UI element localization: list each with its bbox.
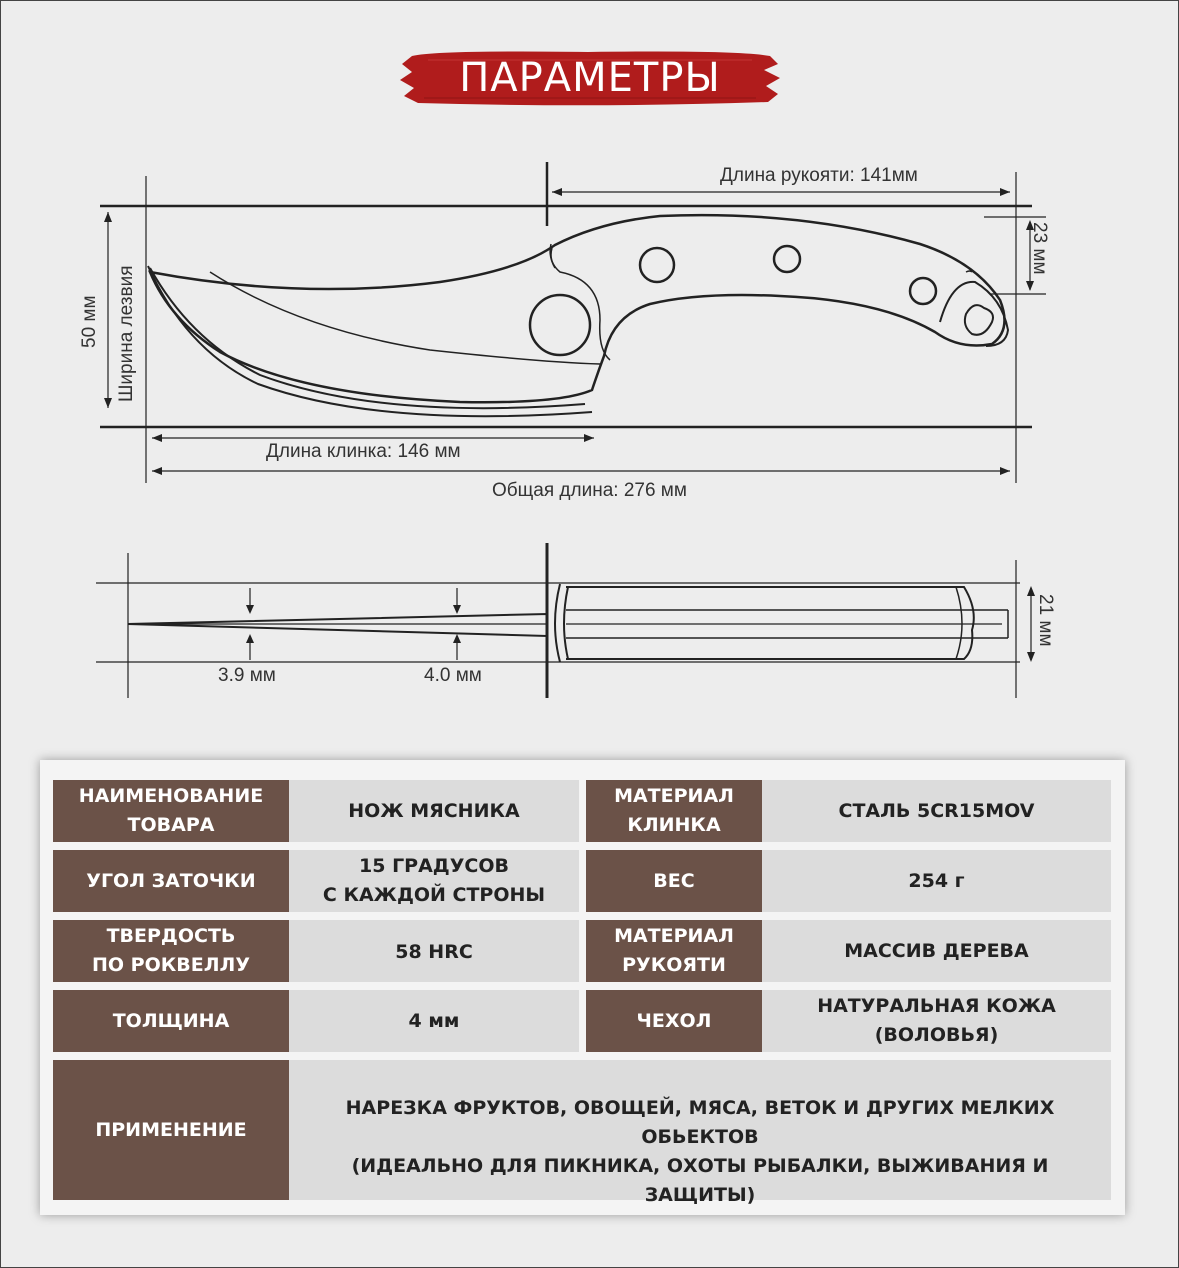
spec-key: ТВЕРДОСТЬ ПО РОКВЕЛЛУ xyxy=(53,920,289,982)
handle-width-label: 23 мм xyxy=(1029,222,1050,275)
spec-key: ЧЕХОЛ xyxy=(586,990,762,1052)
thickness-label-2: 4.0 мм xyxy=(424,665,482,686)
spec-value: МАССИВ ДЕРЕВА xyxy=(762,920,1111,982)
lanyard-hole xyxy=(965,305,993,335)
spec-key: УГОЛ ЗАТОЧКИ xyxy=(53,850,289,912)
blade-width-label: Ширина лезвия xyxy=(116,265,137,402)
application-value: НАРЕЗКА ФРУКТОВ, ОВОЩЕЙ, МЯСА, ВЕТОК И ДРУГИХ МЕЛКИХ ОБЬЕКТОВ (ИДЕАЛЬНО ДЛЯ ПИКНИКА, ОХОТЫ РЫБАЛКИ, ВЫЖИВАНИЯ И ЗАЩИТЫ) xyxy=(289,1060,1111,1200)
rivet xyxy=(910,278,936,304)
spec-key: МАТЕРИАЛ РУКОЯТИ xyxy=(586,920,762,982)
spec-value: 4 мм xyxy=(289,990,579,1052)
handle-thickness-label: 21 мм xyxy=(1035,594,1056,647)
application-key: ПРИМЕНЕНИЕ xyxy=(53,1060,289,1200)
knife-profile xyxy=(148,215,1008,416)
blade-length-label: Длина клинка: 146 мм xyxy=(266,441,461,462)
spec-value: 58 HRC xyxy=(289,920,579,982)
page-title: ПАРАМЕТРЫ xyxy=(459,55,721,101)
spec-key: НАИМЕНОВАНИЕ ТОВАРА xyxy=(53,780,289,842)
rivet xyxy=(640,248,674,282)
spec-value: НОЖ МЯСНИКА xyxy=(289,780,579,842)
spec-value: СТАЛЬ 5CR15MOV xyxy=(762,780,1111,842)
spec-key: МАТЕРИАЛ КЛИНКА xyxy=(586,780,762,842)
spec-key: ТОЛЩИНА xyxy=(53,990,289,1052)
total-length-label: Общая длина: 276 мм xyxy=(492,480,687,501)
blade-width-value: 50 мм xyxy=(79,295,100,348)
thickness-label-1: 3.9 мм xyxy=(218,665,276,686)
spec-key: ВЕС xyxy=(586,850,762,912)
spec-value: 254 г xyxy=(762,850,1111,912)
finger-hole xyxy=(530,295,590,355)
rivet xyxy=(774,246,800,272)
handle-length-label: Длина рукояти: 141мм xyxy=(720,165,918,186)
spec-value: 15 ГРАДУСОВ С КАЖДОЙ СТРОНЫ xyxy=(289,850,579,912)
spec-value: НАТУРАЛЬНАЯ КОЖА (ВОЛОВЬЯ) xyxy=(762,990,1111,1052)
specs-table xyxy=(40,760,1125,1215)
